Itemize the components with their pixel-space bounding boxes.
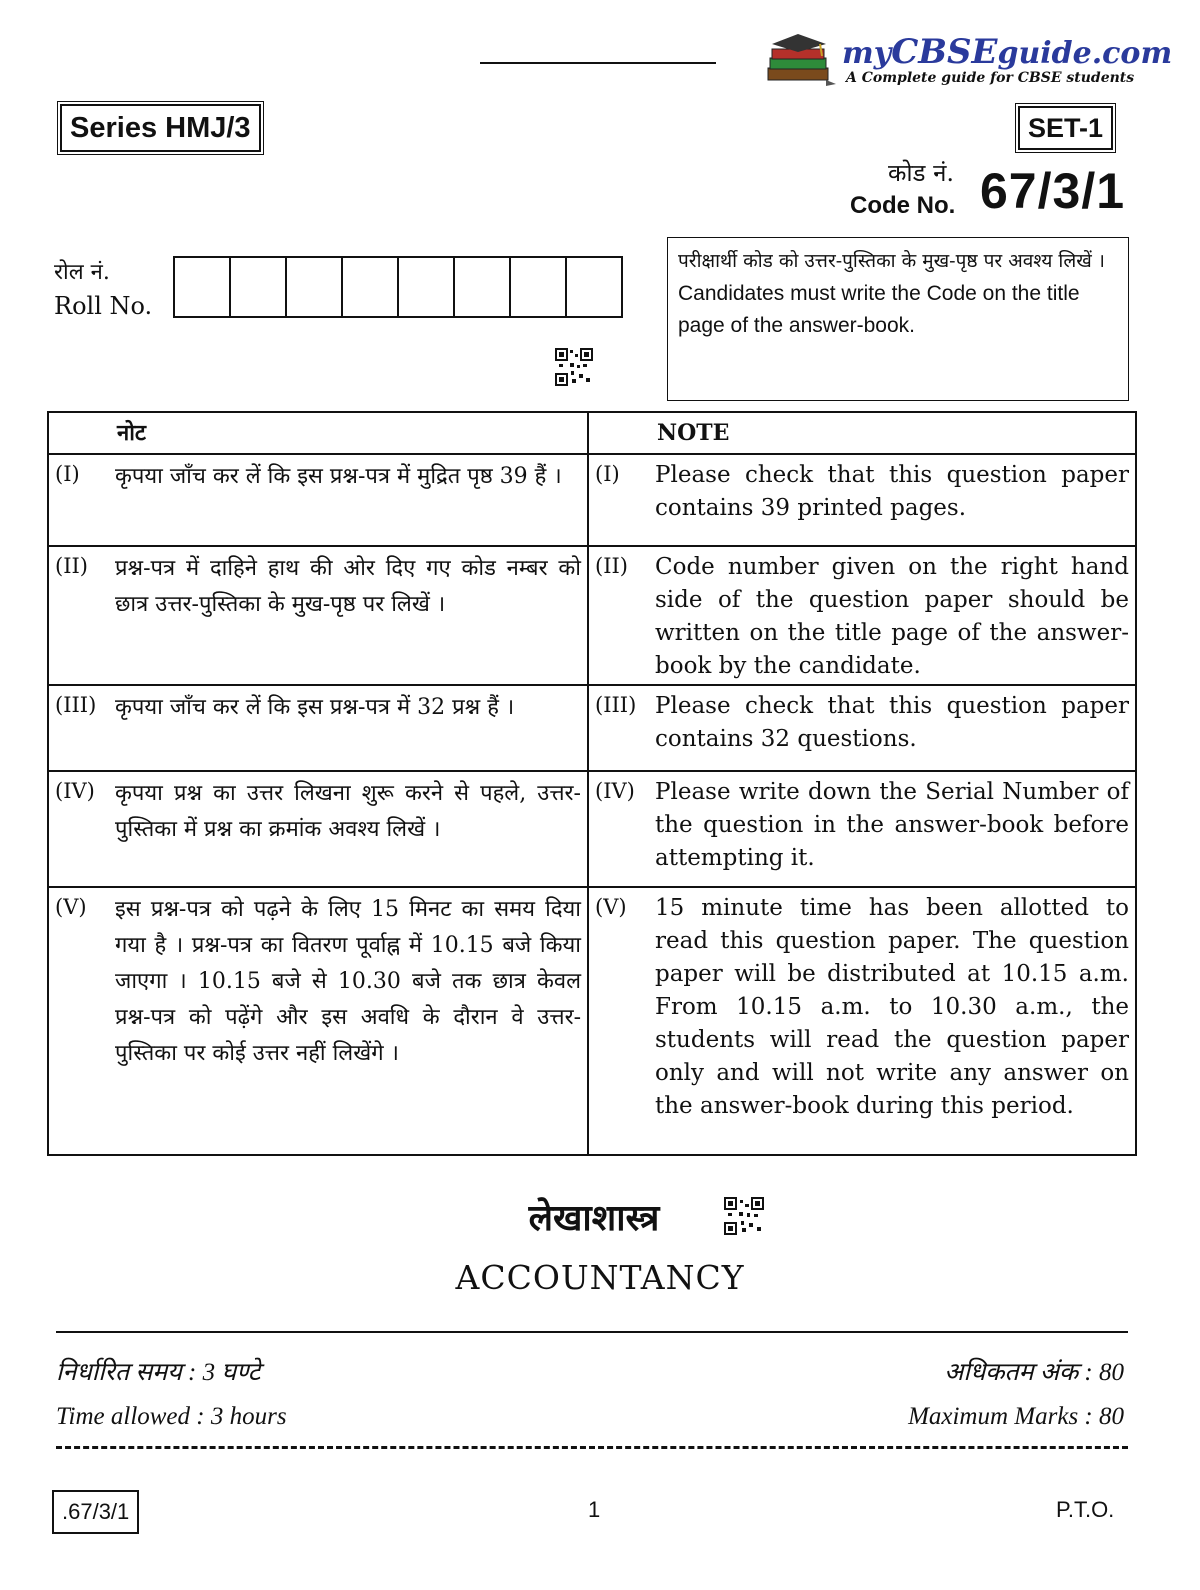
code-value: 67/3/1 xyxy=(980,163,1126,219)
roll-label-hindi: रोल नं. xyxy=(54,260,110,285)
notes-header-hindi: नोट xyxy=(117,420,146,446)
subject-title-hindi: लेखाशास्त्र xyxy=(528,1197,660,1239)
qr-code-icon xyxy=(555,348,593,386)
note-number: (I) xyxy=(595,462,620,486)
top-rule xyxy=(480,62,716,64)
note-text-english: Please check that this question paper contains 39 printed pages. xyxy=(655,462,1129,521)
notes-header-english: NOTE xyxy=(657,420,730,446)
instruction-hindi: परीक्षार्थी कोड को उत्तर-पुस्तिका के मुख-पृष्ठ पर अवश्य लिखें । xyxy=(678,250,1105,272)
roll-digit-box[interactable] xyxy=(511,258,567,316)
max-marks-hindi: अधिकतम अंक : 80 xyxy=(944,1359,1124,1386)
qr-code-icon xyxy=(724,1197,764,1235)
logo-tagline: A Complete guide for CBSE students xyxy=(846,70,1135,86)
roll-digit-box[interactable] xyxy=(175,258,231,316)
roll-digit-box[interactable] xyxy=(399,258,455,316)
roll-number-boxes[interactable] xyxy=(173,256,623,318)
note-number: (II) xyxy=(55,554,88,578)
note-row xyxy=(48,454,1136,546)
notes-table xyxy=(47,411,1137,1156)
note-text-english: Please check that this question paper contains 32 questions. xyxy=(655,693,1129,752)
note-row xyxy=(48,546,1136,685)
dashed-divider xyxy=(56,1446,1128,1449)
note-text-hindi: प्रश्न-पत्र में दाहिने हाथ की ओर दिए गए कोड नम्बर को छात्र उत्तर-पुस्तिका के मुख-पृष्ठ पर लिखें । xyxy=(115,556,581,617)
pto-label: P.T.O. xyxy=(1056,1497,1115,1522)
divider xyxy=(56,1331,1128,1333)
note-number: (IV) xyxy=(55,779,95,803)
note-row xyxy=(48,685,1136,771)
candidate-instruction-box xyxy=(667,237,1129,401)
roll-label-english: Roll No. xyxy=(54,292,153,320)
note-number: (III) xyxy=(55,693,97,717)
note-number: (I) xyxy=(55,462,80,486)
note-text-hindi: इस प्रश्न-पत्र को पढ़ने के लिए 15 मिनट का समय दिया गया है । प्रश्न-पत्र का वितरण पूर्वाह्न में 10.15 बजे किया जाएगा । 10.15 बजे से 10.30 बजे तक छात्र केवल प्रश्न-पत्र को पढ़ेंगे और इस अवधि के दौरान वे उत्तर-पुस्तिका पर कोई उत्तर नहीं लिखेंगे । xyxy=(115,897,581,1066)
series-label: Series HMJ/3 xyxy=(60,104,261,152)
note-number: (IV) xyxy=(595,779,635,803)
roll-digit-box[interactable] xyxy=(343,258,399,316)
note-text-english: 15 minute time has been allotted to read this question paper. The question paper will be distributed at 10.15 a.m. From 10.15 a.m. to 10.30 a.m., the students will read the question paper only and will not write any answer on the answer-book during this period. xyxy=(655,895,1129,1119)
note-number: (V) xyxy=(55,895,87,919)
footer-code: .67/3/1 xyxy=(52,1490,139,1534)
note-text-hindi: कृपया जाँच कर लें कि इस प्रश्न-पत्र में 32 प्रश्न हैं । xyxy=(115,695,515,720)
page-number: 1 xyxy=(588,1497,601,1522)
set-label: SET-1 xyxy=(1018,106,1113,150)
mycbseguide-logo[interactable]: myCBSEguide.com A Complete guide for CBSE students xyxy=(764,30,1144,92)
note-number: (III) xyxy=(595,693,637,717)
note-number: (II) xyxy=(595,554,628,578)
code-label-english: Code No. xyxy=(850,192,956,219)
note-row xyxy=(48,771,1136,887)
note-number: (V) xyxy=(595,895,627,919)
max-marks-english: Maximum Marks : 80 xyxy=(908,1403,1124,1430)
code-label-hindi: कोड नं. xyxy=(888,159,955,187)
instruction-english: Candidates must write the Code on the title page of the answer-book. xyxy=(678,282,1080,337)
roll-digit-box[interactable] xyxy=(455,258,511,316)
roll-digit-box[interactable] xyxy=(567,258,621,316)
roll-digit-box[interactable] xyxy=(231,258,287,316)
roll-digit-box[interactable] xyxy=(287,258,343,316)
subject-title-english: ACCOUNTANCY xyxy=(455,1258,745,1297)
time-allowed-english: Time allowed : 3 hours xyxy=(56,1403,287,1430)
note-text-english: Code number given on the right hand side of the question paper should be written on the title page of the answer-book by the candidate. xyxy=(655,554,1129,679)
note-text-hindi: कृपया जाँच कर लें कि इस प्रश्न-पत्र में मुद्रित पृष्ठ 39 हैं । xyxy=(115,464,562,489)
note-text-hindi: कृपया प्रश्न का उत्तर लिखना शुरू करने से पहले, उत्तर-पुस्तिका में प्रश्न का क्रमांक अवश्य लिखें । xyxy=(115,781,581,842)
note-text-english: Please write down the Serial Number of the question in the answer-book before attempting it. xyxy=(655,779,1129,871)
time-allowed-hindi: निर्धारित समय : 3 घण्टे xyxy=(56,1359,261,1386)
notes-header-row xyxy=(48,412,1136,454)
books-logo-icon xyxy=(764,32,838,88)
note-row xyxy=(48,887,1136,1155)
